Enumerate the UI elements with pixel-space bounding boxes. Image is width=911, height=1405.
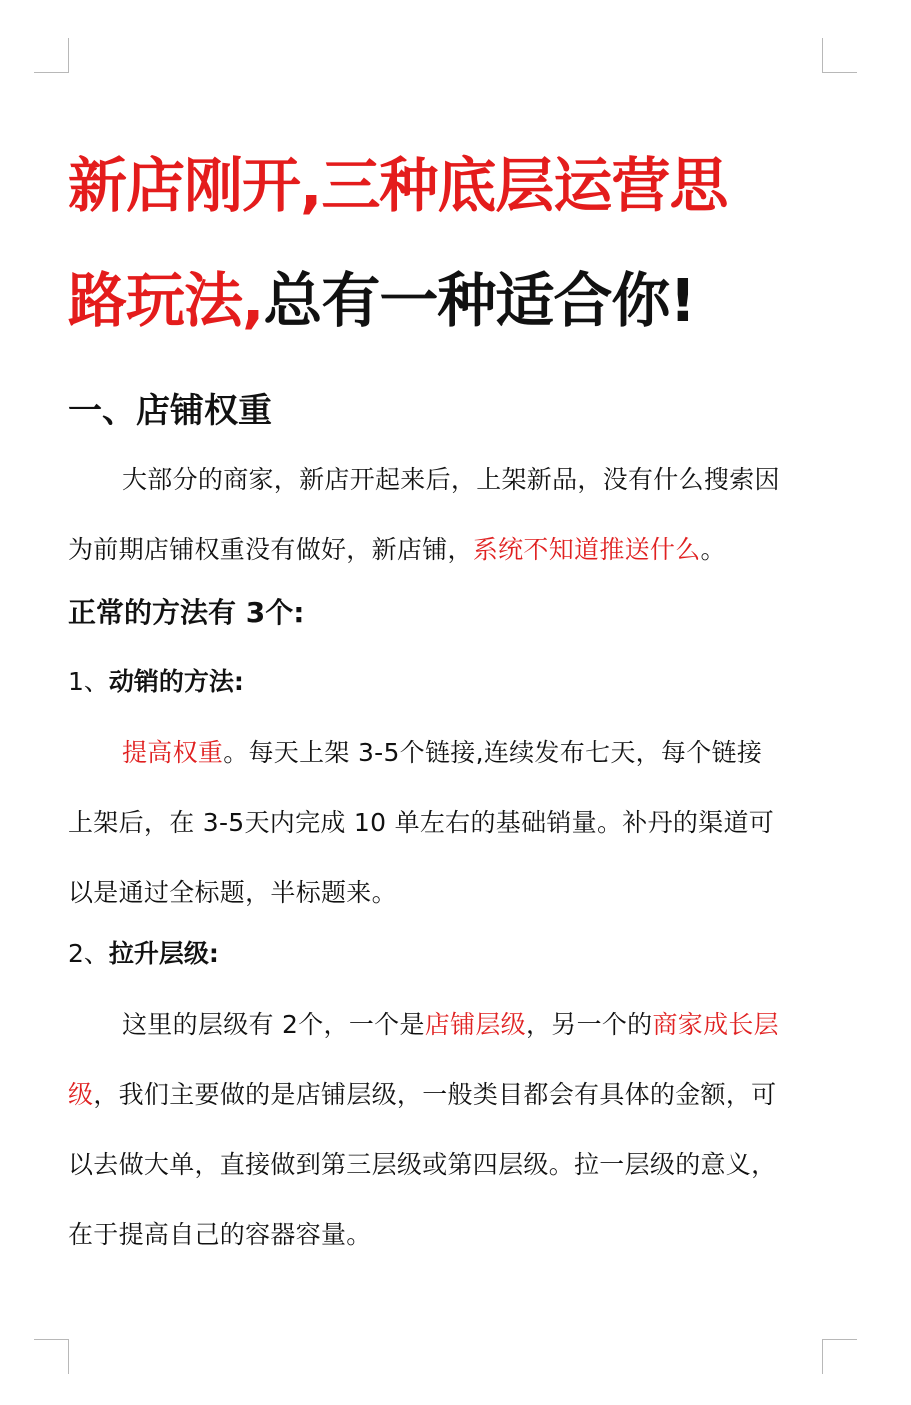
method-2-label: 拉升层级: — [108, 939, 219, 968]
title-line-1: 新店刚开,三种底层运营思 — [68, 151, 728, 220]
title-line-2-red: 路玩法, — [68, 266, 264, 335]
method-2-line-1 — [68, 990, 828, 1060]
methods-heading: 正常的方法有 3个: — [68, 596, 305, 629]
paragraph-intro — [68, 445, 828, 585]
intro-end: 。 — [700, 535, 726, 564]
paragraph-intro-line-1: 大部分的商家，新店开起来后，上架新品，没有什么搜索因 — [122, 465, 780, 494]
intro-highlight: 系统不知道推送什么 — [472, 535, 701, 564]
method-2-line-3: 以去做大单，直接做到第三层级或第四层级。拉一层级的意义， — [68, 1150, 777, 1179]
method-2-number: 2、 — [68, 939, 109, 968]
page-corner-top-right — [822, 38, 857, 73]
section-heading-shop-weight: 一、店铺权重 — [68, 391, 272, 431]
title-line-2 — [68, 243, 828, 358]
method-2-line-2-text: ，我们主要做的是店铺层级，一般类目都会有具体的金额，可 — [93, 1080, 777, 1109]
article-title — [68, 128, 828, 358]
merchant-growth-highlight: 商家成长层 — [652, 1010, 779, 1039]
method-2-text-b: ，另一个的 — [525, 1010, 653, 1039]
method-1-label: 动销的方法: — [108, 667, 244, 696]
page-corner-bottom-left — [34, 1339, 69, 1374]
intro-text: 为前期店铺权重没有做好，新店铺， — [68, 535, 473, 564]
merchant-growth-highlight-end: 级 — [68, 1080, 94, 1109]
page-corner-bottom-right — [822, 1339, 857, 1374]
method-1-highlight: 提高权重 — [122, 738, 224, 767]
method-2-line-2 — [68, 1060, 828, 1130]
title-line-2-black: 总有一种适合你! — [263, 266, 696, 335]
page-corner-top-left — [34, 38, 69, 73]
paragraph-intro-line-2 — [68, 515, 828, 585]
method-1-paragraph — [68, 718, 828, 928]
document-body — [68, 128, 828, 1270]
method-2-line-4: 在于提高自己的容器容量。 — [68, 1220, 372, 1249]
method-1-line-3: 以是通过全标题，半标题来。 — [68, 878, 397, 907]
method-2-text-a: 这里的层级有 2个，一个是 — [122, 1010, 425, 1039]
method-1-line-1 — [68, 718, 828, 788]
method-1-number: 1、 — [68, 667, 109, 696]
shop-level-highlight: 店铺层级 — [424, 1010, 526, 1039]
method-1-heading — [68, 662, 828, 702]
method-2-paragraph — [68, 990, 828, 1270]
method-1-line-2: 上架后，在 3-5天内完成 10 单左右的基础销量。补丹的渠道可 — [68, 808, 775, 837]
method-2-heading — [68, 934, 828, 974]
method-1-line-1-text: 。每天上架 3-5个链接,连续发布七天，每个链接 — [223, 738, 763, 767]
